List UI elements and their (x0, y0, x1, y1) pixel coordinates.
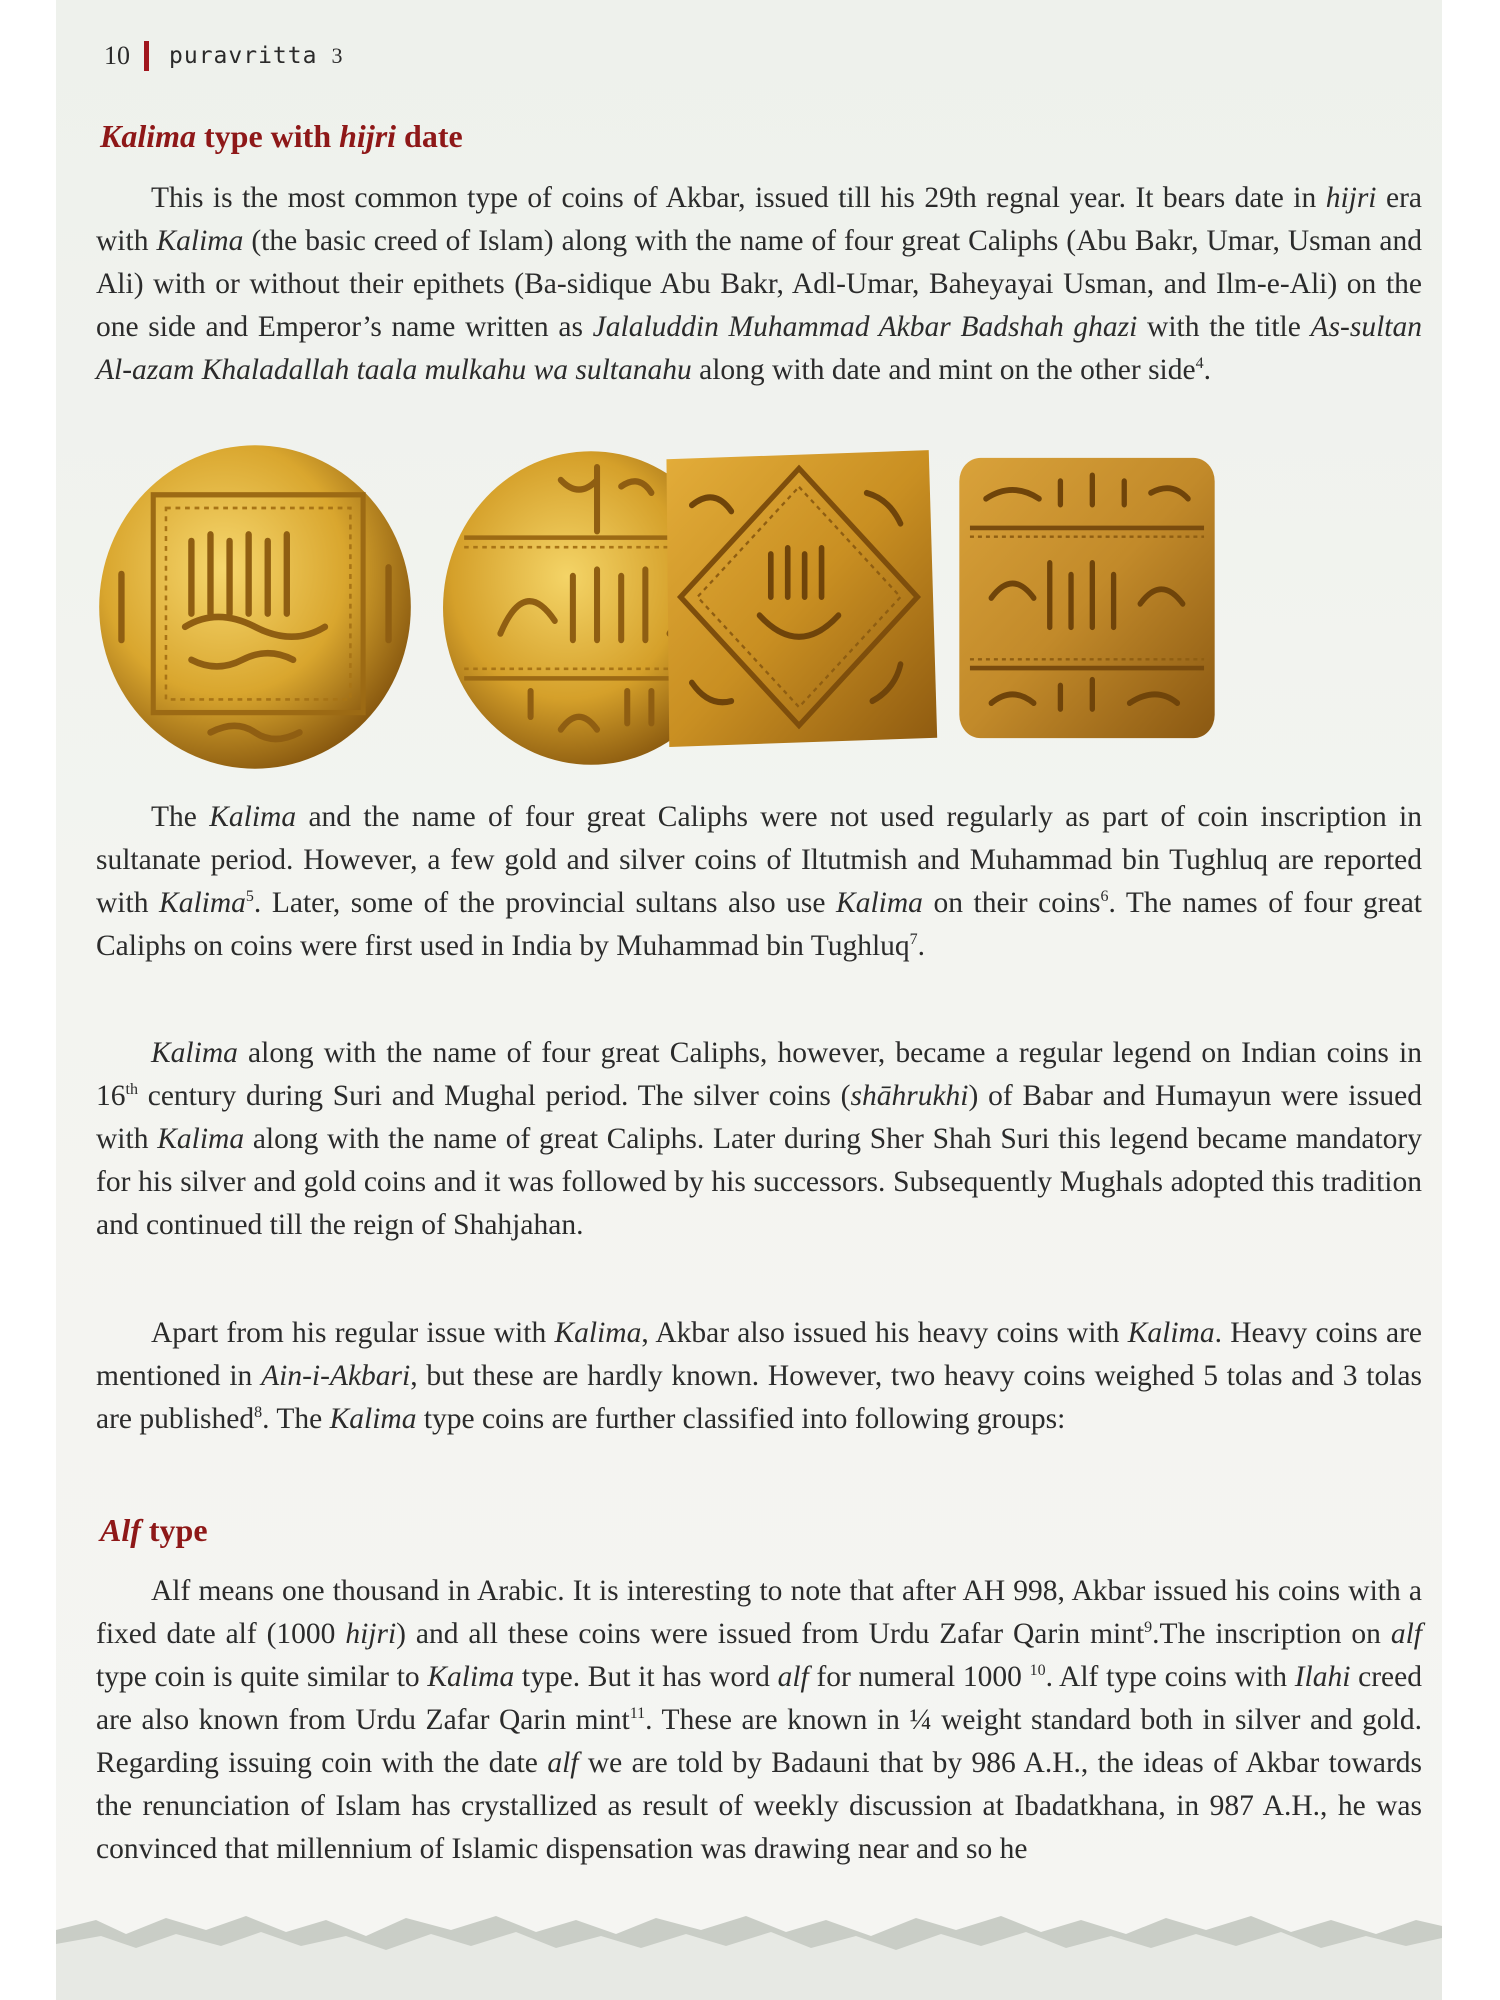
journal-volume: 3 (331, 43, 343, 68)
text-run: Apart from his regular issue with (151, 1317, 555, 1349)
footnote-ref: 4 (1195, 355, 1204, 373)
text-run: . These are known in ¼ weight standard both in silver and gold. Regarding issuing coin with the date (96, 1704, 1422, 1779)
italic-term: alf (1390, 1618, 1422, 1650)
text-run: .The inscription on (1152, 1618, 1391, 1650)
text-run: . (917, 930, 926, 962)
text-run: type coin is quite similar to (96, 1661, 428, 1693)
italic-term: Ilahi (1294, 1661, 1351, 1693)
text-run: . The (262, 1403, 330, 1435)
text-run: . The names of four great Caliphs on coins were first used in India by Muhammad bin Tughluq (96, 887, 1422, 962)
text-run: Alf means one thousand in Arabic. It is interesting to note that after AH 998, Akbar issued his coins with a fixed date alf (1000 (96, 1575, 1422, 1650)
italic-term: alf (547, 1747, 579, 1779)
text-run: ) and all these coins were issued from Urdu Zafar Qarin mint (396, 1618, 1145, 1650)
page-header (104, 36, 342, 76)
text-run: on their coins (922, 887, 1101, 919)
italic-term: hijri (345, 1618, 397, 1650)
italic-term: hijri (339, 118, 397, 154)
italic-term: Kalima (554, 1317, 642, 1349)
italic-term: Kalima (209, 801, 297, 833)
italic-term: Kalima (100, 118, 197, 154)
coin-photo-strip (96, 442, 1436, 772)
text-run: we are told by Badauni that by 986 A.H., the ideas of Akbar towards the renunciation of Islam has crystallized as result of weekly discussion at Ibadatkhana, in 987 A.H., he was convinced that millennium of Islamic dispensation was drawing near and so he (96, 1747, 1422, 1865)
page-number: 10 (104, 41, 130, 70)
text-run: with the title (1137, 311, 1311, 343)
section-heading-alf (100, 1512, 208, 1549)
text-run: era with (96, 182, 1422, 257)
footnote-ref: 11 (629, 1705, 646, 1723)
text-run: date (396, 118, 463, 154)
paragraph-1 (96, 177, 1422, 392)
header-divider (144, 41, 149, 71)
italic-term: alf (777, 1661, 809, 1693)
text-run: along with date and mint on the other side (691, 354, 1196, 386)
text-run: . (1203, 354, 1211, 386)
paragraph-3 (96, 1032, 1422, 1247)
footnote-ref: 7 (909, 931, 918, 949)
round-coin-obverse-image (96, 442, 414, 772)
italic-term: Jalaluddin Muhammad Akbar Badshah ghazi (592, 311, 1138, 343)
text-run: ) of Babar and Humayun were issued with (96, 1080, 1423, 1155)
text-run: along with the name of great Caliphs. Later during Sher Shah Suri this legend became mandatory for his silver and gold coins and it was followed by his successors. Subsequently Mughals adopted this tradition and continued till the reign of Shahjahan. (96, 1123, 1422, 1241)
italic-term: hijri (1325, 182, 1377, 214)
paragraph-5 (96, 1570, 1422, 1871)
text-run: This is the most common type of coins of Akbar, issued till his 29th regnal year. It bears date in (151, 182, 1326, 214)
text-run: . Later, some of the provincial sultans also use (253, 887, 837, 919)
italic-term: Kalima (836, 887, 923, 919)
italic-term: Kalima (151, 1037, 238, 1069)
text-run: type (140, 1512, 208, 1548)
text-run: , Akbar also issued his heavy coins with (641, 1317, 1128, 1349)
text-run: type coins are further classified into following groups: (416, 1403, 1066, 1435)
italic-term: Alf (100, 1512, 141, 1548)
italic-term: As-sultan Al-azam Khaladallah taala mulkahu wa sultanahu (96, 311, 1422, 386)
text-run: type. But it has word (514, 1661, 778, 1693)
section-heading-kalima (100, 118, 463, 155)
journal-title: puravritta (169, 43, 318, 69)
torn-paper-edge (56, 1890, 1442, 2000)
document-page (56, 0, 1442, 2000)
square-coin-obverse-image (658, 444, 940, 750)
footnote-ref: 8 (254, 1404, 263, 1422)
italic-term: shāhrukhi (850, 1080, 969, 1112)
italic-term: Kalima (427, 1661, 515, 1693)
italic-term: Kalima (1127, 1317, 1215, 1349)
italic-term: Ain-i-Akbari (261, 1360, 411, 1392)
text-run: , but these are hardly known. However, two heavy coins weighed 5 tolas and 3 tolas are published (96, 1360, 1423, 1435)
italic-term: Kalima (159, 887, 246, 919)
paragraph-2 (96, 796, 1422, 968)
text-run: century during Suri and Mughal period. The silver coins ( (137, 1080, 851, 1112)
text-run: The (151, 801, 210, 833)
text-run: . Alf type coins with (1045, 1661, 1295, 1693)
paragraph-4 (96, 1312, 1422, 1441)
text-run: along with the name of four great Caliphs, however, became a regular legend on Indian coins in 16 (96, 1037, 1422, 1112)
square-coin-reverse-image (954, 452, 1220, 744)
italic-term: Kalima (329, 1403, 417, 1435)
text-run: for numeral 1000 (808, 1661, 1030, 1693)
text-run: (the basic creed of Islam) along with the name of four great Caliphs (Abu Bakr, Umar, Usman and Ali) with or without their epithets (Ba-sidique Abu Bakr, Adl-Umar, Baheyayai Usman, and Ilm-e-Ali) on the one side and Emperor’s name written as (96, 225, 1422, 343)
text-run: type with (196, 118, 340, 154)
italic-term: Kalima (156, 225, 244, 257)
footnote-ref: 9 (1144, 1619, 1153, 1637)
footnote-ref: 10 (1029, 1662, 1046, 1680)
footnote-ref: 6 (1100, 888, 1109, 906)
footnote-ref: 5 (245, 888, 254, 906)
text-run: and the name of four great Caliphs were not used regularly as part of coin inscription in sultanate period. However, a few gold and silver coins of Iltutmish and Muhammad bin Tughluq are reported with (96, 801, 1422, 919)
footnote-ref: th (125, 1081, 138, 1099)
italic-term: Kalima (157, 1123, 245, 1155)
text-run: . Heavy coins are mentioned in (96, 1317, 1422, 1392)
text-run: creed are also known from Urdu Zafar Qarin mint (96, 1661, 1422, 1736)
